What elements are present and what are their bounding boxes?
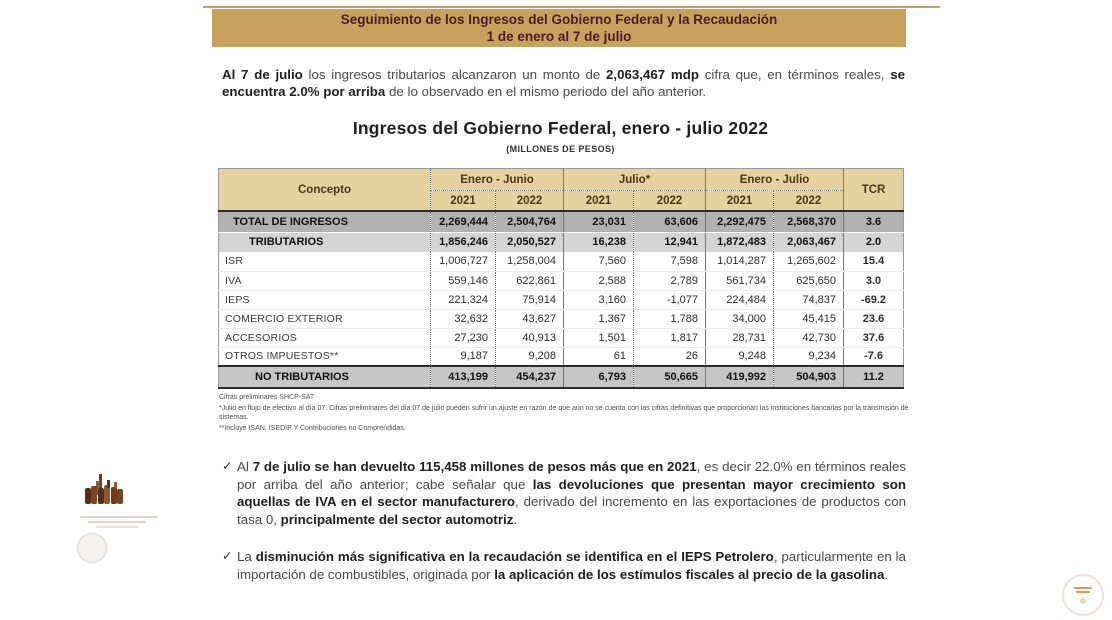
checkmark-icon: ✓ [222,549,233,563]
watermark-seal [77,533,107,563]
table-row [219,290,904,309]
row-value: 2,504,764 [496,211,564,232]
row-value: 2,050,527 [496,232,564,252]
row-label: NO TRIBUTARIOS [219,366,431,388]
bullet-item [222,548,906,583]
row-label: TRIBUTARIOS [219,232,431,252]
row-value: 504,903 [774,366,844,388]
year-header: 2021 [564,191,634,212]
group-header-enero-junio: Enero - Junio [431,169,564,191]
row-value: 61 [564,347,634,366]
row-value: 221,324 [431,290,496,309]
bullet-text [237,548,906,583]
row-value: 28,731 [706,328,774,347]
row-tcr-value: 2.0 [844,232,904,252]
row-value: 2,063,467 [774,232,844,252]
row-value: 413,199 [431,366,496,388]
row-label: COMERCIO EXTERIOR [219,309,431,328]
concept-header: Concepto [219,169,431,212]
row-value: 1,817 [634,328,706,347]
bullet-text [237,458,906,528]
year-header: 2021 [706,191,774,212]
text-segment: . [513,511,518,527]
row-label: OTROS IMPUESTOS** [219,347,431,366]
row-value: 16,238 [564,232,634,252]
text-segment: Al [237,459,253,474]
text-segment: los ingresos tributarios alcanzaron un monto de [302,67,607,83]
row-value: 34,000 [706,309,774,328]
bullet-item [222,458,906,528]
group-header-julio: Julio* [564,169,706,191]
government-logo [84,472,124,510]
badge-dot [1080,598,1086,604]
table-row [219,271,904,290]
row-value: 1,367 [564,309,634,328]
table-row [219,309,904,328]
row-value: -1,077 [634,290,706,309]
text-segment: 2,063,467 mdp [606,67,700,83]
table-footnotes [219,393,909,435]
revenue-table [218,168,904,389]
watermark-text [80,516,158,531]
footnote: Cifras preliminares SHCP-SAT [219,394,315,401]
row-value: 224,484 [706,290,774,309]
row-value: 625,650 [774,271,844,290]
row-value: 7,598 [634,252,706,271]
text-segment: Al 7 de julio [222,67,303,83]
row-value: 75,914 [496,290,564,309]
row-tcr-value: 23.6 [844,309,904,328]
text-segment: la aplicación de los estímulos fiscales al precio de la gasolina [494,566,885,582]
row-tcr-value: 11.2 [844,366,904,388]
group-header-enero-julio: Enero - Julio [706,169,844,191]
row-value: 1,014,287 [706,252,774,271]
row-value: 9,208 [496,347,564,366]
row-value: 74,837 [774,290,844,309]
table-row [219,211,904,232]
row-value: 2,588 [564,271,634,290]
row-tcr-value: 3.0 [844,271,904,290]
row-value: 32,632 [431,309,496,328]
row-value: 63,606 [634,211,706,232]
text-segment: las devoluciones que presentan mayor crecimiento son aquellas de IVA en el sector manufacturero [237,476,906,509]
row-label: IVA [219,271,431,290]
row-value: 559,146 [431,271,496,290]
corner-badge [1062,574,1104,616]
row-value: 23,031 [564,211,634,232]
year-header: 2022 [496,191,564,212]
text-segment: . [884,566,889,582]
row-value: 622,861 [496,271,564,290]
footnote: *Julio en flujo de efectivo al día 07. Cifras preliminares del día 07 de julio pueden sufrir un ajuste en razón de que aún no se cuenta con las cifras definitivas que proporcionan las instituciones bancarias por la transmisión de sistemas. [219,405,909,421]
banner [212,9,906,47]
table-row [219,366,904,388]
row-label: TOTAL DE INGRESOS [219,211,431,232]
year-header: 2021 [431,191,496,212]
row-value: 7,560 [564,252,634,271]
row-value: 1,006,727 [431,252,496,271]
checkmark-icon: ✓ [222,459,233,473]
row-label: IEPS [219,290,431,309]
row-value: 50,665 [634,366,706,388]
row-value: 2,292,475 [706,211,774,232]
text-segment: cifra que, en términos reales, [699,67,891,83]
row-value: 561,734 [706,271,774,290]
row-value: 9,234 [774,347,844,366]
text-segment: 7 de julio se han devuelto 115,458 millones de pesos más que en 2021 [252,459,697,474]
row-value: 9,248 [706,347,774,366]
text-segment: La [237,549,256,564]
row-value: 1,265,602 [774,252,844,271]
row-value: 1,856,246 [431,232,496,252]
row-label: ACCESORIOS [219,328,431,347]
row-value: 27,230 [431,328,496,347]
banner-title: Seguimiento de los Ingresos del Gobierno Federal y la Recaudación [340,12,778,27]
row-tcr-value: 15.4 [844,252,904,271]
year-header: 2022 [634,191,706,212]
text-segment: , es decir 22.0% en términos reales por arriba del año anterior; cabe señalar que [237,459,906,492]
intro-paragraph [222,66,905,100]
row-value: 2,269,444 [431,211,496,232]
table-row [219,347,904,366]
badge-text-line [1076,591,1090,593]
table-row [219,328,904,347]
row-value: 454,237 [496,366,564,388]
row-label: ISR [219,252,431,271]
table-header-groups [219,169,904,191]
badge-text-line [1074,587,1092,589]
revenue-table-container [218,168,904,389]
table-row [219,252,904,271]
text-segment: disminución más significativa en la recaudación se identifica en el IEPS Petrolero [255,549,774,564]
table-units-label: (MILLONES DE PESOS) [506,144,615,154]
row-value: 1,788 [634,309,706,328]
text-segment: principalmente del sector automotriz [280,511,514,527]
text-segment: , derivado del incremento en las exportaciones de productos con tasa 0, [237,494,906,527]
banner-subtitle: 1 de enero al 7 de julio [486,29,632,44]
table-row [219,232,904,252]
row-value: 2,568,370 [774,211,844,232]
row-value: 43,627 [496,309,564,328]
row-value: 1,872,483 [706,232,774,252]
row-value: 9,187 [431,347,496,366]
row-value: 1,258,004 [496,252,564,271]
row-tcr-value: 37.6 [844,328,904,347]
row-value: 3,160 [564,290,634,309]
text-segment: de lo observado en el mismo periodo del año anterior. [385,84,707,100]
tcr-header: TCR [844,169,904,212]
row-value: 45,415 [774,309,844,328]
text-segment: se encuentra 2.0% por arriba [222,67,906,100]
text-segment: , particularmente en la importación de combustibles, originada por [237,549,907,582]
row-value: 40,913 [496,328,564,347]
row-value: 2,789 [634,271,706,290]
row-value: 419,992 [706,366,774,388]
row-value: 1,501 [564,328,634,347]
table-title: Ingresos del Gobierno Federal, enero - julio 2022 [352,118,769,138]
row-value: 6,793 [564,366,634,388]
row-value: 26 [634,347,706,366]
row-value: 12,941 [634,232,706,252]
row-tcr-value: -7.6 [844,347,904,366]
bullet-list [222,458,906,603]
top-gold-rule [203,6,940,8]
row-tcr-value: -69.2 [844,290,904,309]
footnote: **Incluye ISAN, ISEDIP Y Contribuciones no Comprendidas. [219,425,406,432]
row-tcr-value: 3.6 [844,211,904,232]
row-value: 42,730 [774,328,844,347]
year-header: 2022 [774,191,844,212]
